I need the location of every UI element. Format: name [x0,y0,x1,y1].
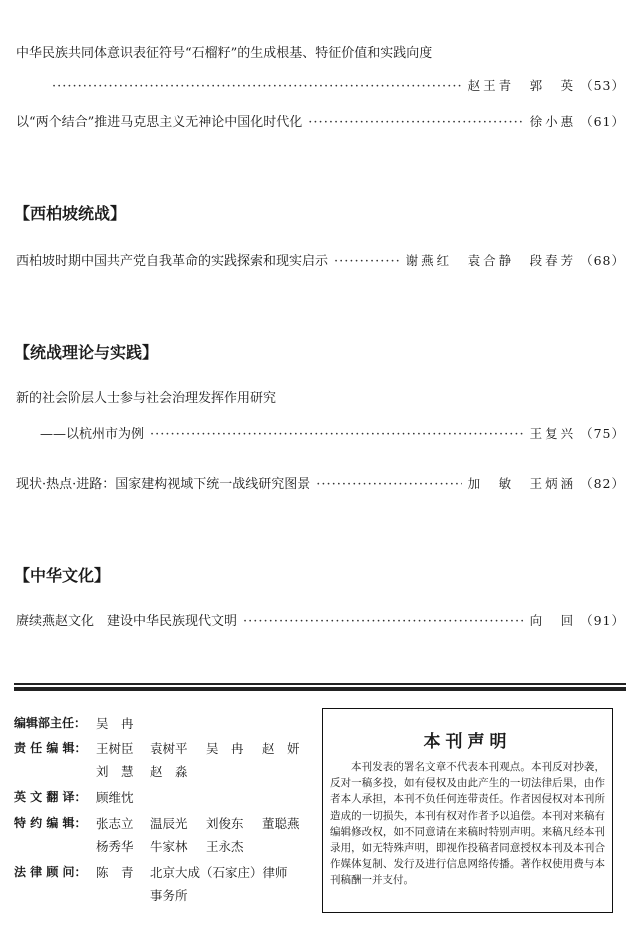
page-number: （61） [580,114,625,129]
staff-list [14,714,314,914]
notice-body: 本刊发表的署名文章不代表本刊观点。本刊反对抄袭，反对一稿多投，如有侵权及由此产生的一切法律后果，由作者本人承担，本刊不负任何连带责任。作者因侵权对本刊所造成的一切损失，本刊有权对作者予以追偿。本刊对来稿有编辑修改权，如不同意请在来稿时特别声明。来稿凡经本刊录用，如无特殊声明，即视作投稿者同意授权本刊及本刊合作媒体复制、发行及进行信息网络传播。著作权使用费与本刊稿酬一并支付。 [330,761,605,887]
article-title: 以“两个结合”推进马克思主义无神论中国化时代化 [16,115,303,130]
staff-name: 杨秀华 [96,839,134,854]
staff-name: 王永杰 [206,839,244,854]
article-authors: 加 敏 王炳涵 [467,476,577,491]
article-title[interactable]: 中华民族共同体意识表征符号“石榴籽”的生成根基、特征价值和实践向度 [16,46,433,61]
toc-entry[interactable] [16,610,625,630]
leader-dots [308,115,523,130]
page-number: （53） [580,78,625,93]
toc-entry[interactable] [16,111,625,131]
article-authors: 谢燕红 袁合静 段春芳 [405,253,577,268]
article-title: 赓续燕赵文化 建设中华民族现代文明 [16,614,238,629]
page-number: （75） [580,426,625,441]
section-heading: 【西柏坡统战】 [14,204,127,223]
page-number: （91） [580,613,625,628]
law-firm: 北京大成（石家庄）律师 [150,865,288,880]
article-authors: 向 回 [529,613,577,628]
staff-name: 陈 青 [96,865,134,880]
law-firm: 事务所 [150,888,188,903]
toc-entry[interactable] [52,76,625,96]
staff-label: 英 文 翻 译： [14,790,87,804]
article-authors: 王复兴 [529,426,577,441]
leader-dots [334,254,400,269]
staff-label: 法 律 顾 问： [14,865,87,879]
staff-name: 牛家林 [150,839,188,854]
toc-entry[interactable] [16,250,625,270]
page-number: （82） [580,476,625,491]
staff-name: 温辰光 [150,816,188,831]
staff-label: 编辑部主任： [14,716,87,730]
notice-title: 本刊声明 [423,732,512,752]
staff-name: 董聪燕 [262,816,300,831]
staff-name: 刘俊东 [206,816,244,831]
staff-name: 王树臣 [96,741,134,756]
leader-dots [316,477,461,492]
article-authors: 徐小惠 [529,114,577,129]
staff-name: 顾维忱 [96,790,134,805]
divider [14,683,626,685]
toc-entry[interactable] [16,473,625,493]
divider [14,687,626,691]
staff-label: 特 约 编 辑： [14,816,87,830]
section-heading: 【统战理论与实践】 [14,343,159,362]
page-number: （68） [580,253,625,268]
staff-name: 刘 慧 [96,764,134,779]
article-title: 西柏坡时期中国共产党自我革命的实践探索和现实启示 [16,254,329,269]
staff-name: 吴 冉 [206,741,244,756]
section-heading: 【中华文化】 [14,566,111,585]
leader-dots [52,79,462,94]
article-title: 现状·热点·进路：国家建构视域下统一战线研究图景 [16,477,311,492]
staff-label: 责 任 编 辑： [14,741,87,755]
article-authors: 赵王青 郭 英 [467,78,577,93]
notice-box [322,708,613,913]
article-title[interactable]: 新的社会阶层人士参与社会治理发挥作用研究 [16,391,277,406]
staff-name: 张志立 [96,816,134,831]
staff-name: 赵 妍 [262,741,300,756]
staff-name: 吴 冉 [96,716,134,731]
leader-dots [150,427,524,442]
toc-entry[interactable] [40,423,625,443]
staff-name: 赵 淼 [150,764,188,779]
leader-dots [243,614,524,629]
staff-name: 袁树平 [150,741,188,756]
article-subtitle: ——以杭州市为例 [40,427,145,442]
